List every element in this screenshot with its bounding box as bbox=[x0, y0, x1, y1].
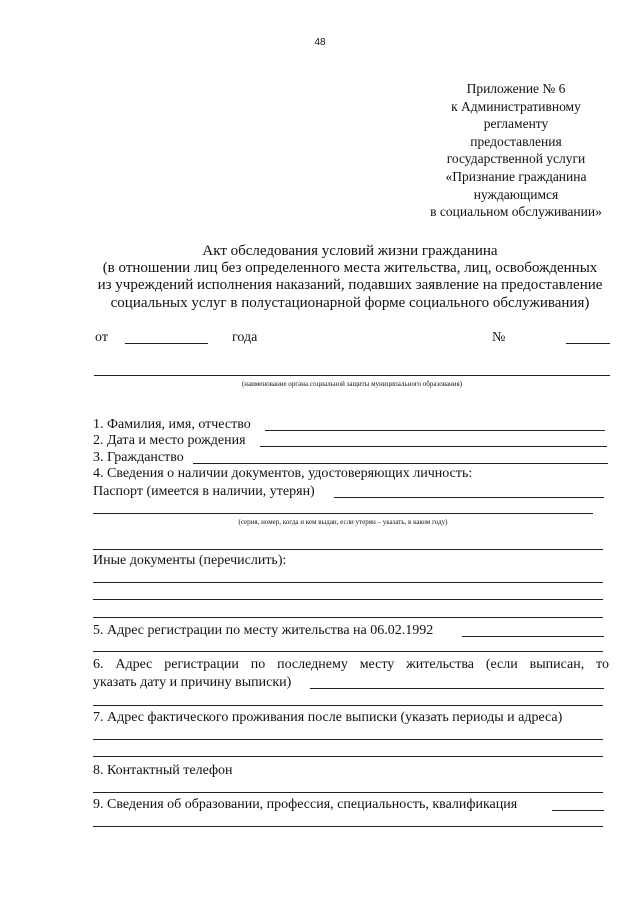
title-line: (в отношении лиц без определенного места жительства, лиц, освобожденных bbox=[102, 260, 598, 277]
date-year-label: года bbox=[232, 330, 258, 345]
field-citizenship-label: 3. Гражданство bbox=[93, 450, 184, 465]
field-documents-label: 4. Сведения о наличии документов, удостоверяющих личность: bbox=[93, 466, 473, 481]
appendix-header bbox=[410, 80, 622, 221]
field-last-registration-label: 6. Адрес регистрации по последнему месту жительства (если выписан, то bbox=[93, 657, 609, 672]
last-registration-blank[interactable] bbox=[310, 688, 604, 689]
passport-label: Паспорт (имеется в наличии, утерян) bbox=[93, 484, 315, 499]
organ-name-line[interactable] bbox=[94, 375, 610, 376]
education-line-2[interactable] bbox=[93, 826, 603, 827]
number-sign-label: № bbox=[492, 330, 506, 345]
appendix-line: «Признание гражданина bbox=[445, 168, 587, 184]
passport-details-line[interactable] bbox=[93, 513, 593, 514]
birth-blank[interactable] bbox=[260, 446, 607, 447]
title-line: из учреждений исполнения наказаний, подавших заявление на предоставление bbox=[97, 277, 603, 294]
actual-address-line-1[interactable] bbox=[93, 739, 603, 740]
date-from-label: от bbox=[95, 330, 108, 345]
appendix-line: в социальном обслуживании» bbox=[430, 204, 602, 220]
page-number: 48 bbox=[314, 37, 326, 48]
appendix-line: государственной услуги bbox=[446, 151, 586, 167]
act-title bbox=[90, 243, 610, 312]
last-registration-line-2[interactable] bbox=[93, 705, 603, 706]
appendix-line: нуждающимся bbox=[473, 186, 559, 202]
other-docs-line-3[interactable] bbox=[93, 617, 603, 618]
phone-line[interactable] bbox=[93, 792, 603, 793]
field-registration-label: 5. Адрес регистрации по месту жительства на 06.02.1992 bbox=[93, 623, 434, 638]
title-line: Акт обследования условий жизни гражданина bbox=[202, 243, 498, 259]
appendix-line: регламенту bbox=[483, 116, 549, 132]
full-name-blank[interactable] bbox=[265, 430, 605, 431]
field-phone-label: 8. Контактный телефон bbox=[93, 763, 233, 778]
registration-blank[interactable] bbox=[462, 636, 604, 637]
passport-blank[interactable] bbox=[334, 497, 604, 498]
registration-line-2[interactable] bbox=[93, 651, 603, 652]
passport-hint: (серия, номер, когда и кем выдан, если утерян – указать, в каком году) bbox=[238, 518, 448, 526]
appendix-line: к Административному bbox=[451, 98, 581, 114]
appendix-line: предоставления bbox=[470, 133, 562, 149]
other-docs-line-1[interactable] bbox=[93, 582, 603, 583]
field-education-label: 9. Сведения об образовании, профессия, специальность, квалификация bbox=[93, 797, 518, 812]
actual-address-line-2[interactable] bbox=[93, 756, 603, 757]
passport-extra-line[interactable] bbox=[93, 549, 603, 550]
appendix-line: Приложение № 6 bbox=[466, 81, 566, 96]
other-docs-line-2[interactable] bbox=[93, 599, 603, 600]
field-full-name-label: 1. Фамилия, имя, отчество bbox=[93, 417, 251, 432]
education-blank[interactable] bbox=[552, 810, 604, 811]
organ-name-hint: (наименование органа социальной защиты муниципального образования) bbox=[241, 380, 463, 388]
field-last-registration-label-cont: указать дату и причину выписки) bbox=[93, 675, 292, 690]
title-line: социальных услуг в полустационарной форме социального обслуживания) bbox=[110, 294, 590, 311]
number-blank[interactable] bbox=[566, 343, 610, 344]
citizenship-blank[interactable] bbox=[193, 463, 608, 464]
field-birth-label: 2. Дата и место рождения bbox=[93, 433, 246, 448]
field-actual-address-label: 7. Адрес фактического проживания после выписки (указать периоды и адреса) bbox=[93, 710, 563, 725]
date-blank[interactable] bbox=[125, 343, 208, 344]
other-docs-label: Иные документы (перечислить): bbox=[93, 553, 287, 568]
